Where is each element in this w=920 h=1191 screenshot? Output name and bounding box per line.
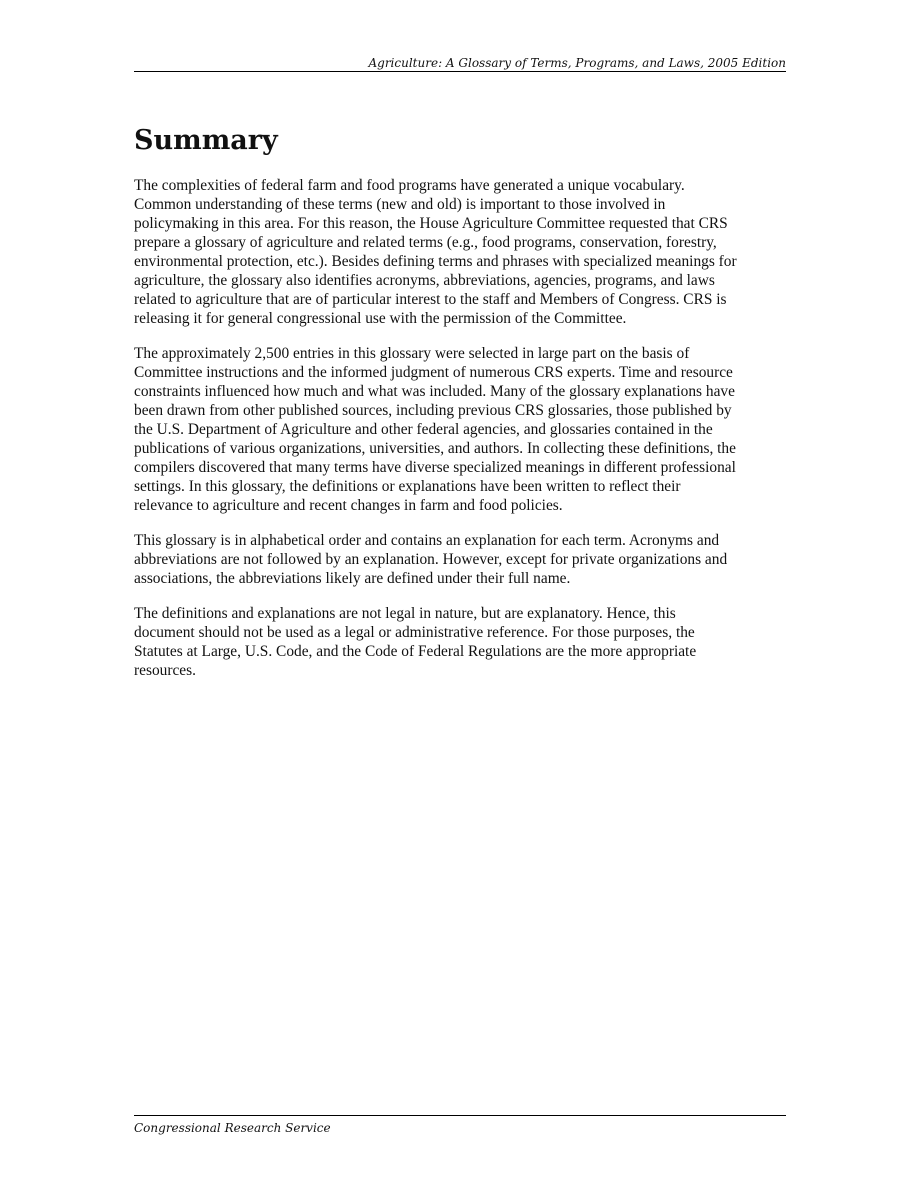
- footer-divider: [134, 1115, 786, 1116]
- paragraph-order: [134, 531, 794, 588]
- page-title: Summary: [134, 125, 278, 156]
- text-line: document should not be used as a legal or administrative reference. For those purposes, the: [134, 624, 695, 641]
- text-line: This glossary is in alphabetical order and contains an explanation for each term. Acronyms and: [134, 532, 720, 549]
- text-line: Common understanding of these terms (new and old) is important to those involved in: [134, 196, 666, 213]
- text-line: releasing it for general congressional use with the permission of the Committee.: [134, 310, 627, 327]
- text-line: Statutes at Large, U.S. Code, and the Code of Federal Regulations are the more appropriate: [134, 643, 697, 660]
- text-line: related to agriculture that are of particular interest to the staff and Members of Congress. CRS is: [134, 291, 727, 308]
- header-divider: [134, 71, 786, 72]
- text-line: prepare a glossary of agriculture and related terms (e.g., food programs, conservation, forestry,: [134, 234, 717, 251]
- text-line: The complexities of federal farm and food programs have generated a unique vocabulary.: [134, 177, 685, 194]
- text-line: abbreviations are not followed by an explanation. However, except for private organizations and: [134, 551, 728, 568]
- text-line: constraints influenced how much and what was included. Many of the glossary explanations have: [134, 383, 735, 400]
- text-line: agriculture, the glossary also identifies acronyms, abbreviations, agencies, programs, and laws: [134, 272, 715, 289]
- text-line: publications of various organizations, universities, and authors. In collecting these definitions, the: [134, 440, 736, 457]
- running-footer: Congressional Research Service: [134, 1121, 331, 1135]
- text-line: Committee instructions and the informed judgment of numerous CRS experts. Time and resource: [134, 364, 733, 381]
- text-line: environmental protection, etc.). Besides defining terms and phrases with specialized meanings for: [134, 253, 737, 270]
- text-line: been drawn from other published sources, including previous CRS glossaries, those published by: [134, 402, 732, 419]
- text-line: relevance to agriculture and recent changes in farm and food policies.: [134, 497, 563, 514]
- text-line: settings. In this glossary, the definitions or explanations have been written to reflect their: [134, 478, 681, 495]
- text-line: The definitions and explanations are not legal in nature, but are explanatory. Hence, this: [134, 605, 676, 622]
- text-line: the U.S. Department of Agriculture and other federal agencies, and glossaries contained in the: [134, 421, 713, 438]
- running-header: Agriculture: A Glossary of Terms, Programs, and Laws, 2005 Edition: [368, 56, 786, 70]
- summary-body: [134, 176, 794, 696]
- text-line: The approximately 2,500 entries in this glossary were selected in large part on the basis of: [134, 345, 690, 362]
- text-line: associations, the abbreviations likely are defined under their full name.: [134, 570, 571, 587]
- text-line: policymaking in this area. For this reason, the House Agriculture Committee requested that CRS: [134, 215, 728, 232]
- text-line: compilers discovered that many terms have diverse specialized meanings in different professional: [134, 459, 736, 476]
- paragraph-disclaimer: [134, 604, 794, 680]
- paragraph-entries: [134, 344, 794, 515]
- paragraph-intro: [134, 176, 794, 328]
- text-line: resources.: [134, 662, 196, 679]
